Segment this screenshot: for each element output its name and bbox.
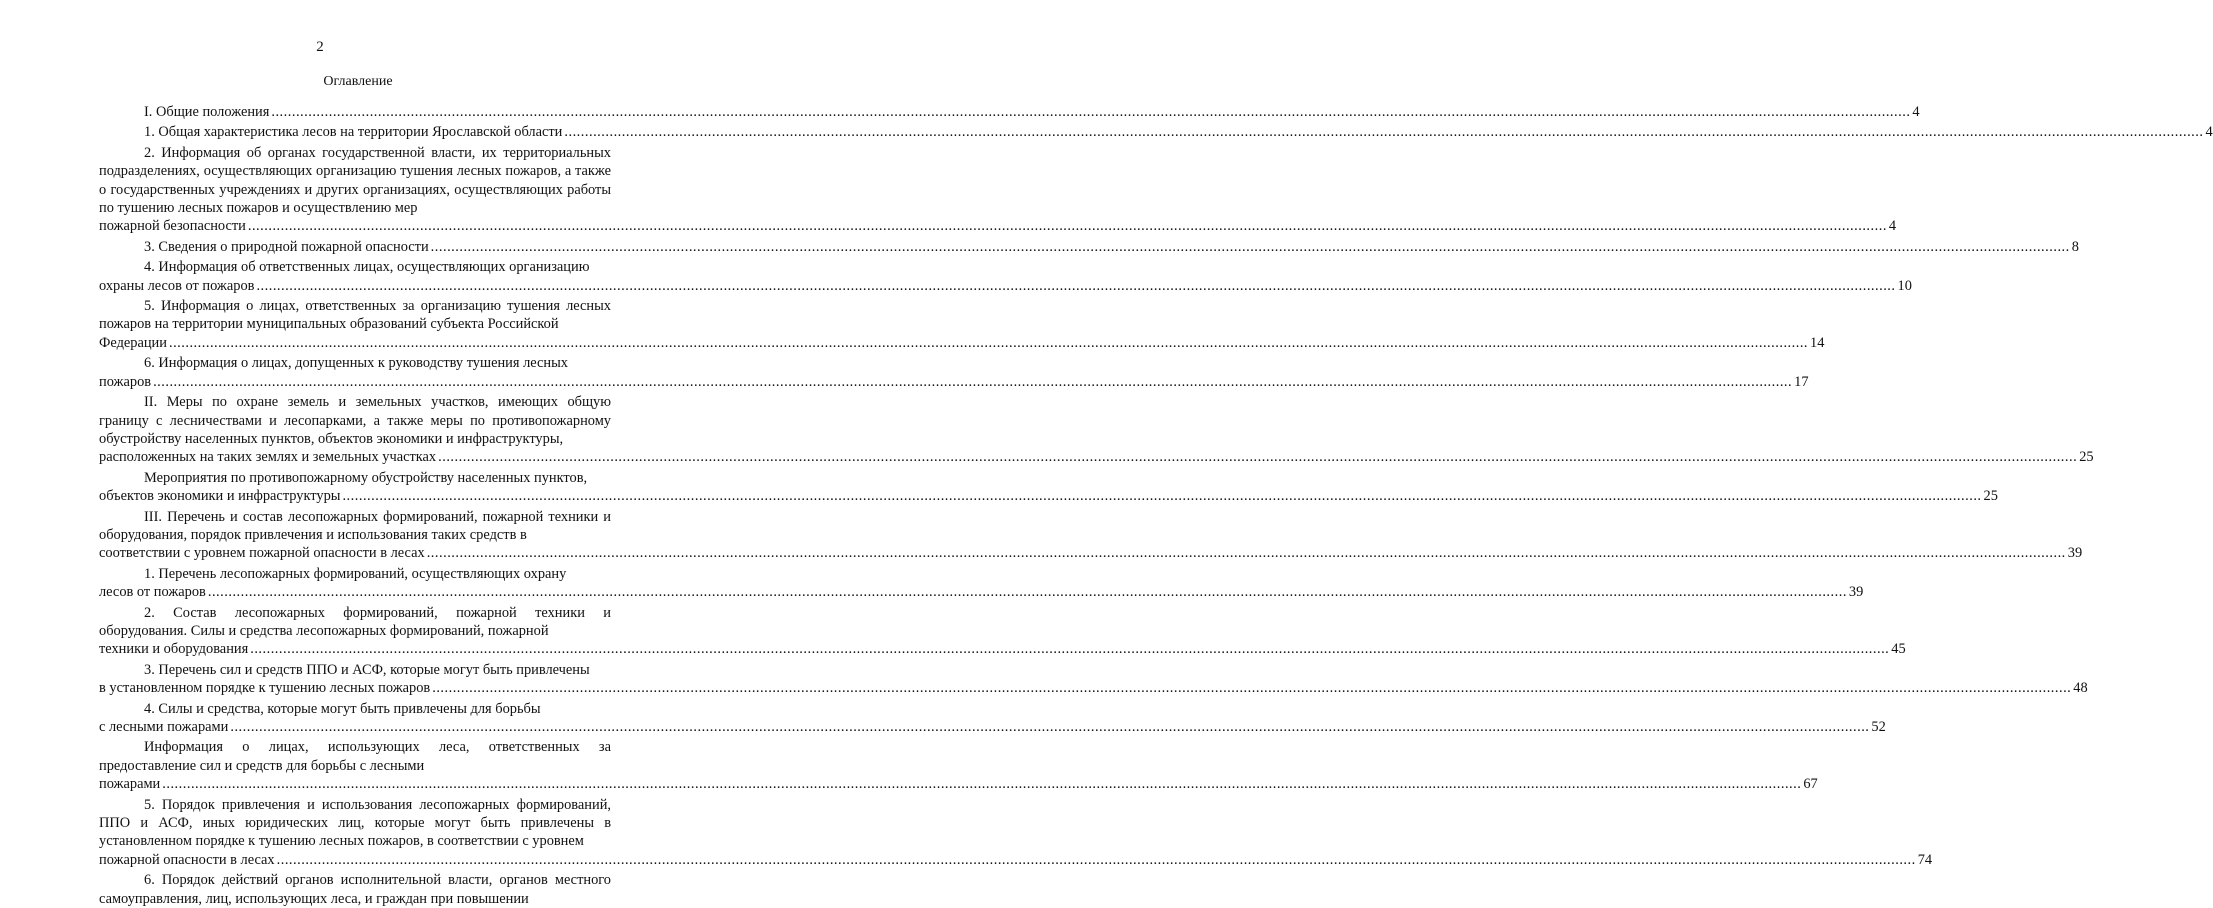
toc-page-number: 67 [1803,776,1818,793]
dot-leader: ................................................................................................................................................................................................................................................................................................................................................................................................................ [207,584,1847,601]
toc-entry-text: 2. Состав лесопожарных формирований, пожарной техники и оборудования. Силы и средства лесопожарных формирований, пожарной [99,604,611,639]
dot-leader: ................................................................................................................................................................................................................................................................................................................................................................................................................ [230,719,1870,735]
toc-entry[interactable] [99,103,1920,121]
toc-entry[interactable] [99,700,1886,737]
toc-entry-text: 4. Информация об ответственных лицах, осуществляющих организацию [144,259,590,276]
table-of-contents [99,103,2213,908]
toc-title: Оглавление [323,74,393,89]
dot-leader: ................................................................................................................................................................................................................................................................................................................................................................................................................ [438,449,2078,466]
toc-entry[interactable] [99,354,1809,391]
toc-entry[interactable] [99,508,2083,563]
dot-leader: ................................................................................................................................................................................................................................................................................................................................................................................................................ [430,238,2070,255]
dot-leader: ................................................................................................................................................................................................................................................................................................................................................................................................................ [342,488,1982,505]
dot-leader: ................................................................................................................................................................................................................................................................................................................................................................................................................ [276,851,1916,868]
dot-leader: ................................................................................................................................................................................................................................................................................................................................................................................................................ [168,334,1809,351]
toc-entry-title-end: Федерации [99,334,167,351]
toc-entry[interactable] [99,144,1897,236]
dot-leader: ................................................................................................................................................................................................................................................................................................................................................................................................................ [271,104,1911,120]
toc-entry[interactable] [99,258,1912,295]
toc-entry-title-end: пожаров [99,373,152,390]
dot-leader: ................................................................................................................................................................................................................................................................................................................................................................................................................ [426,545,2066,562]
toc-entry-text: II. Меры по охране земель и земельных участков, имеющих общую границу с лесничествами и лесопарками, а также меры по противопожарному обустройству населенных пунктов, объектов экономики и инфраструктуры, [99,394,611,447]
toc-page-number: 39 [1848,584,1864,601]
toc-entry[interactable] [99,661,2088,698]
toc-entry-text: 6. Порядок действий органов исполнительной власти, органов местного самоуправления, лиц, использующих леса, и граждан при повышении [99,872,611,907]
page-number: 2 [316,39,324,55]
toc-page-number: 4 [1912,104,1920,120]
toc-page-number: 4 [1888,218,1897,235]
dot-leader: ................................................................................................................................................................................................................................................................................................................................................................................................................ [153,373,1793,390]
toc-entry-title-end: пожарами [99,776,161,793]
dot-leader: ................................................................................................................................................................................................................................................................................................................................................................................................................ [250,641,1890,658]
toc-page-number: 39 [2067,545,2083,562]
toc-entry-title-end: пожарной безопасности [99,218,246,235]
toc-entry-text: 5. Порядок привлечения и использования лесопожарных формирований, ППО и АСФ, иных юридических лиц, которые могут быть привлечены в установленном порядке к тушению лесных пожаров, в соответствии с уровнем [99,796,611,850]
toc-entry-text: 4. Силы и средства, которые могут быть привлечены для борьбы [144,700,541,717]
toc-entry[interactable] [99,469,1998,506]
toc-page-number: 25 [1983,488,1998,505]
toc-page-number: 74 [1917,851,1933,868]
toc-page-number: 10 [1897,277,1912,294]
toc-page-number: 8 [2071,238,2079,255]
toc-entry-title-end: в установленном порядке к тушению лесных пожаров [99,680,431,697]
dot-leader: ................................................................................................................................................................................................................................................................................................................................................................................................................ [432,680,2072,697]
toc-entry[interactable] [99,123,2213,141]
toc-entry-title-end: соответствии с уровнем пожарной опасности в лесах [99,545,425,562]
dot-leader: ................................................................................................................................................................................................................................................................................................................................................................................................................ [564,124,2204,141]
toc-entry-title-end: пожарной опасности в лесах [99,851,275,868]
dot-leader: ................................................................................................................................................................................................................................................................................................................................................................................................................ [247,218,1887,235]
toc-entry[interactable] [99,297,1825,352]
toc-entry-text: 3. Перечень сил и средств ППО и АСФ, которые могут быть привлечены [144,661,590,678]
toc-entry-title-end: I. Общие положения [144,104,270,120]
toc-entry[interactable] [99,871,611,908]
toc-entry-text: 1. Перечень лесопожарных формирований, осуществляющих охрану [144,565,567,582]
toc-entry-title-end: охраны лесов от пожаров [99,277,255,294]
toc-page-number: 4 [2205,124,2213,141]
toc-entry-text: 5. Информация о лицах, ответственных за организацию тушения лесных пожаров на территории муниципальных образований субъекта Российской [99,298,611,333]
toc-entry-title-end: объектов экономики и инфраструктуры [99,488,341,505]
toc-entry-text: Мероприятия по противопожарному обустройству населенных пунктов, [144,469,588,486]
toc-entry-text: III. Перечень и состав лесопожарных формирований, пожарной техники и оборудования, порядок привлечения и использования таких средств в [99,508,611,543]
toc-entry[interactable] [99,238,2079,256]
toc-entry[interactable] [99,738,1818,793]
toc-entry-title-end: с лесными пожарами [99,719,229,735]
toc-page-number: 14 [1810,334,1825,351]
dot-leader: ................................................................................................................................................................................................................................................................................................................................................................................................................ [162,776,1802,793]
dot-leader: ................................................................................................................................................................................................................................................................................................................................................................................................................ [256,277,1896,294]
toc-entry[interactable] [99,796,1933,870]
toc-page-number: 48 [2073,680,2088,697]
toc-page-number: 25 [2079,449,2094,466]
toc-entry[interactable] [99,604,1906,659]
toc-page-number: 45 [1891,641,1906,658]
toc-entry-title-end: лесов от пожаров [99,584,206,601]
toc-entry-text: Информация о лицах, использующих леса, ответственных за предоставление сил и средств для борьбы с лесными [99,739,611,774]
toc-entry-title-end: 3. Сведения о природной пожарной опасности [144,238,429,255]
toc-entry-text: 6. Информация о лицах, допущенных к руководству тушения лесных [144,355,568,372]
toc-entry[interactable] [99,565,1864,602]
toc-entry-title-end: расположенных на таких землях и земельных участках [99,449,437,466]
toc-page-number: 17 [1794,373,1809,390]
toc-entry-title-end: техники и оборудования [99,641,249,658]
toc-entry-title-end: 1. Общая характеристика лесов на территории Ярославской области [144,124,563,141]
toc-page-number: 52 [1871,719,1886,735]
toc-entry[interactable] [99,393,2094,467]
toc-entry-text: 2. Информация об органах государственной власти, их территориальных подразделениях, осуществляющих организацию тушения лесных пожаров, а также о государственных учреждениях и других организациях, осуществляющих работы по тушению лесных пожаров и осуществлению мер [99,144,611,217]
